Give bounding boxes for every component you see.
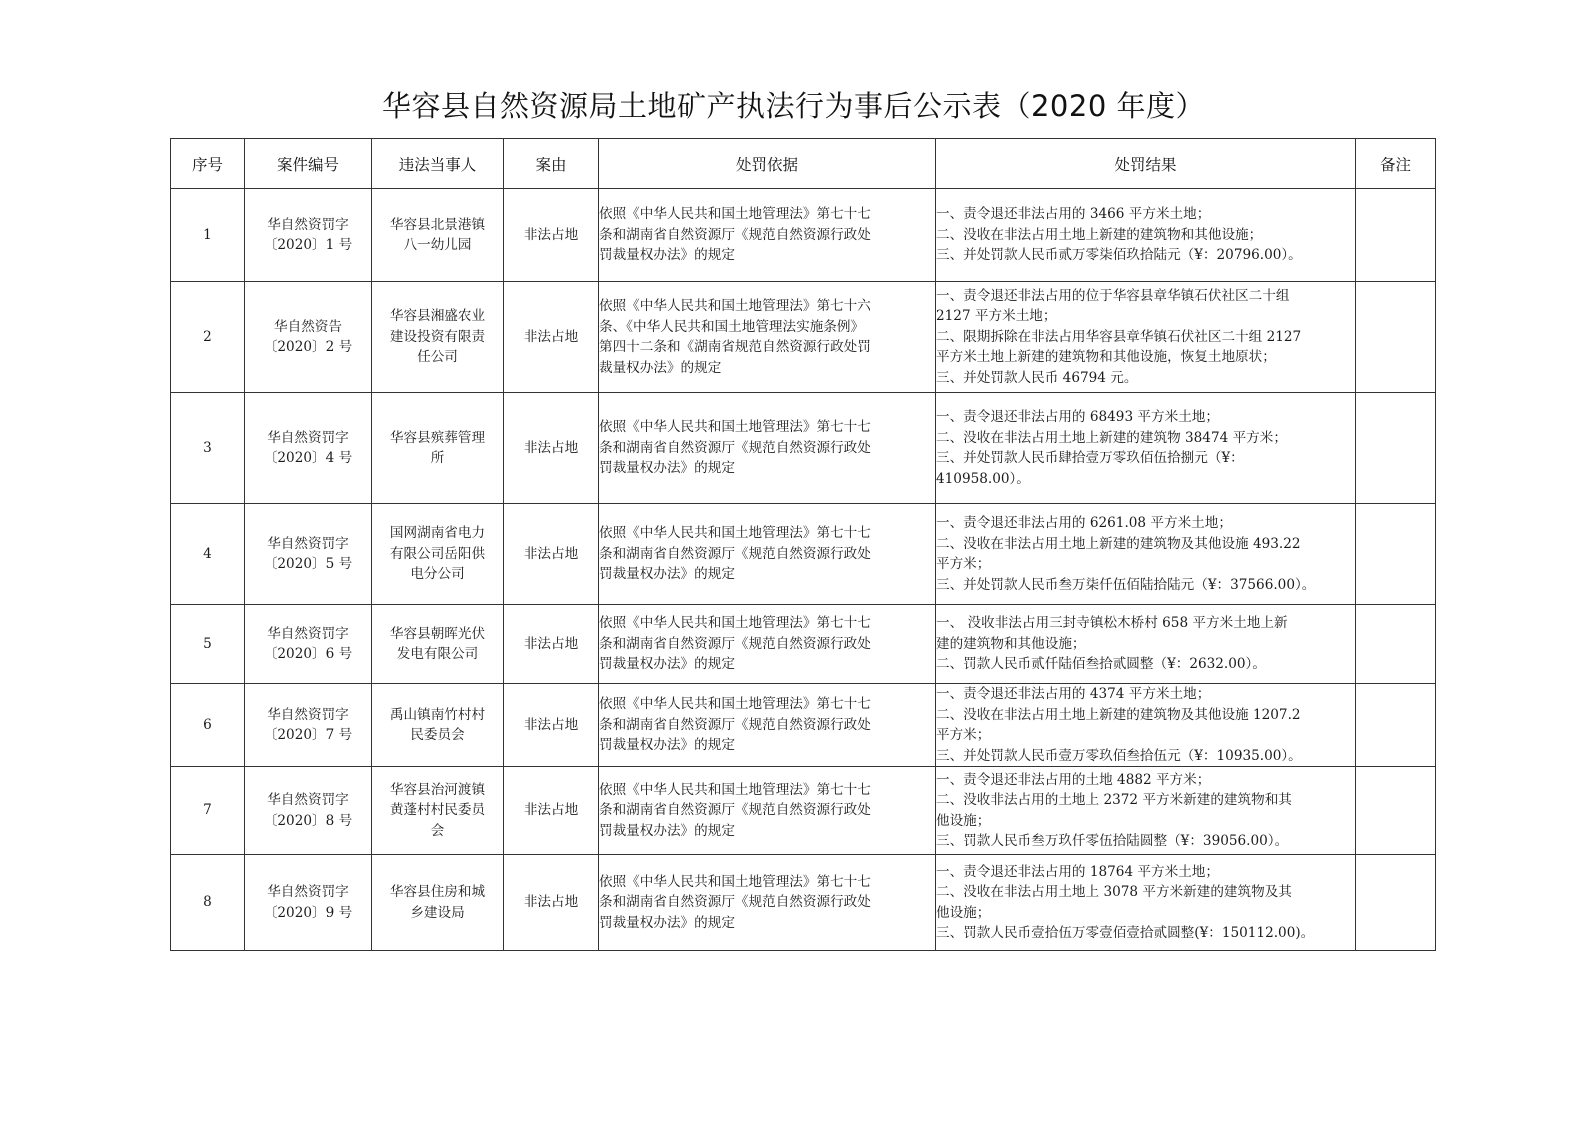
cell-party-line: 所 (430, 450, 445, 466)
cell-party-line: 有限公司岳阳供 (389, 545, 486, 562)
cell-result-line: 二、没收在非法占用土地上新建的建筑物及其他设施 493.22 (936, 535, 1301, 552)
cell-case-no (245, 767, 372, 855)
cell-basis-line: 条和湖南省自然资源厅《规范自然资源行政处 (599, 635, 871, 652)
cell-result-line: 一、责令退还非法占用的 4374 平方米土地； (936, 686, 1211, 702)
cell-basis-line: 罚裁量权办法》的规定 (599, 822, 735, 839)
cell-case-no-line: 华自然资罚字 (267, 884, 349, 900)
cell-result-line: 平方米； (936, 727, 991, 743)
cell-result (936, 684, 1356, 767)
cell-case-no-line: 〔2020〕9 号 (263, 904, 353, 921)
cell-case-no-line: 〔2020〕4 号 (263, 450, 353, 466)
cell-basis-line: 依照《中华人民共和国土地管理法》第七十七 (599, 696, 871, 713)
cell-seq: 6 (171, 684, 245, 767)
cell-remark (1356, 189, 1436, 282)
cell-party (372, 605, 504, 684)
cell-result-line: 三、并处罚款人民币叁万柒仟伍佰陆拾陆元（¥：37566.00）。 (936, 576, 1316, 593)
cell-case-no (245, 189, 372, 282)
cell-basis-line: 依照《中华人民共和国土地管理法》第七十七 (599, 781, 871, 798)
cell-reason: 非法占地 (504, 393, 599, 504)
cell-result-line: 平方米； (936, 556, 991, 572)
cell-result-line: 一、责令退还非法占用的土地 4882 平方米； (936, 771, 1211, 788)
cell-basis (599, 282, 936, 393)
cell-result (936, 393, 1356, 504)
enforcement-table (170, 138, 1436, 951)
cell-result-line: 一、责令退还非法占用的位于华容县章华镇石伏社区二十组 (936, 287, 1290, 304)
cell-result-line: 二、没收在非法占用土地上新建的建筑物 38474 平方米； (936, 429, 1287, 446)
cell-result-line: 建的建筑物和其他设施； (936, 635, 1086, 652)
cell-basis-line: 条和湖南省自然资源厅《规范自然资源行政处 (599, 802, 871, 819)
cell-case-no (245, 282, 372, 393)
cell-result-line: 他设施； (936, 904, 991, 921)
cell-case-no-line: 华自然资罚字 (267, 429, 349, 446)
cell-party-line: 建设投资有限责 (389, 328, 486, 345)
cell-result (936, 282, 1356, 393)
cell-basis-line: 依照《中华人民共和国土地管理法》第七十七 (599, 615, 871, 632)
table-row (171, 855, 1436, 951)
cell-basis-line: 条和湖南省自然资源厅《规范自然资源行政处 (599, 716, 871, 733)
cell-case-no-line: 华自然资罚字 (267, 216, 349, 233)
cell-case-no-line: 华自然资告 (274, 318, 342, 335)
cell-party-line: 黄蓬村村民委员 (389, 802, 486, 819)
cell-party-line: 华容县治河渡镇 (389, 781, 486, 798)
cell-result-line: 一、责令退还非法占用的 3466 平方米土地； (936, 206, 1211, 223)
cell-party (372, 189, 504, 282)
cell-remark (1356, 684, 1436, 767)
cell-result (936, 504, 1356, 605)
cell-result (936, 605, 1356, 684)
cell-result-line: 二、没收在非法占用土地上新建的建筑物及其他设施 1207.2 (936, 706, 1301, 723)
cell-reason: 非法占地 (504, 189, 599, 282)
cell-seq: 7 (171, 767, 245, 855)
cell-result (936, 189, 1356, 282)
cell-case-no (245, 393, 372, 504)
cell-seq: 5 (171, 605, 245, 684)
cell-result-line: 二、没收在非法占用土地上 3078 平方米新建的建筑物及其 (936, 884, 1292, 900)
cell-result-line: 二、没收非法占用的土地上 2372 平方米新建的建筑物和其 (936, 792, 1292, 808)
cell-case-no-line: 〔2020〕1 号 (263, 237, 353, 253)
cell-case-no-line: 华自然资罚字 (267, 706, 349, 723)
cell-result-line: 2127 平方米土地； (936, 308, 1057, 325)
header-reason: 案由 (504, 139, 599, 189)
cell-basis-line: 条和湖南省自然资源厅《规范自然资源行政处 (599, 894, 871, 911)
cell-basis-line: 条和湖南省自然资源厅《规范自然资源行政处 (599, 226, 871, 243)
table-row (171, 189, 1436, 282)
cell-seq: 1 (171, 189, 245, 282)
cell-result-line: 平方米土地上新建的建筑物和其他设施，恢复土地原状； (936, 349, 1276, 366)
cell-basis (599, 684, 936, 767)
cell-case-no-line: 〔2020〕8 号 (263, 812, 353, 829)
cell-party-line: 民委员会 (410, 727, 465, 743)
cell-party-line: 乡建设局 (410, 904, 465, 921)
cell-result (936, 767, 1356, 855)
cell-basis-line: 第四十二条和《湖南省规范自然资源行政处罚 (599, 339, 871, 355)
cell-party-line: 八一幼儿园 (403, 237, 472, 253)
cell-basis-line: 罚裁量权办法》的规定 (599, 566, 735, 583)
cell-basis (599, 767, 936, 855)
cell-party (372, 767, 504, 855)
cell-party-line: 国网湖南省电力 (389, 525, 486, 542)
cell-result-line: 他设施； (936, 812, 991, 829)
cell-remark (1356, 767, 1436, 855)
cell-remark (1356, 855, 1436, 951)
document-title: 华容县自然资源局土地矿产执法行为事后公示表（2020 年度） (381, 89, 1206, 123)
cell-case-no (245, 855, 372, 951)
cell-remark (1356, 393, 1436, 504)
cell-result-line: 一、责令退还非法占用的 6261.08 平方米土地； (936, 515, 1232, 531)
cell-basis-line: 依照《中华人民共和国土地管理法》第七十七 (599, 206, 871, 223)
cell-basis (599, 189, 936, 282)
cell-result-line: 一、责令退还非法占用的 18764 平方米土地； (936, 863, 1219, 880)
header-seq: 序号 (171, 139, 245, 189)
cell-result-line: 三、并处罚款人民币 46794 元。 (936, 369, 1138, 386)
table-row (171, 767, 1436, 855)
cell-basis-line: 条、《中华人民共和国土地管理法实施条例》 (599, 318, 865, 335)
cell-party (372, 855, 504, 951)
table-row (171, 684, 1436, 767)
cell-party (372, 504, 504, 605)
cell-basis-line: 依照《中华人民共和国土地管理法》第七十七 (599, 419, 871, 436)
cell-reason: 非法占地 (504, 504, 599, 605)
cell-case-no-line: 华自然资罚字 (267, 625, 349, 642)
cell-reason: 非法占地 (504, 282, 599, 393)
cell-reason: 非法占地 (504, 605, 599, 684)
cell-basis (599, 504, 936, 605)
header-result: 处罚结果 (936, 139, 1356, 189)
cell-case-no-line: 〔2020〕2 号 (263, 339, 353, 355)
header-basis: 处罚依据 (599, 139, 936, 189)
cell-result-line: 410958.00）。 (936, 470, 1030, 487)
cell-reason: 非法占地 (504, 855, 599, 951)
cell-result-line: 三、罚款人民币叁万玖仟零伍拾陆圆整（¥：39056.00）。 (936, 833, 1289, 849)
table-row (171, 393, 1436, 504)
cell-party-line: 华容县朝晖光伏 (389, 625, 486, 642)
cell-result-line: 二、没收在非法占用土地上新建的建筑物和其他设施； (936, 226, 1263, 243)
cell-party-line: 会 (430, 822, 445, 839)
cell-case-no (245, 504, 372, 605)
cell-party-line: 任公司 (417, 349, 458, 366)
cell-basis (599, 393, 936, 504)
cell-basis-line: 依照《中华人民共和国土地管理法》第七十七 (599, 873, 871, 890)
cell-party (372, 282, 504, 393)
cell-party-line: 华容县北景港镇 (389, 216, 486, 233)
cell-result-line: 二、罚款人民币贰仟陆佰叁拾贰圆整（¥：2632.00）。 (936, 656, 1266, 673)
table-row (171, 282, 1436, 393)
cell-basis-line: 罚裁量权办法》的规定 (599, 737, 735, 754)
header-party: 违法当事人 (372, 139, 504, 189)
cell-result-line: 三、并处罚款人民币肆拾壹万零玖佰伍拾捌元（¥： (936, 450, 1244, 466)
cell-basis-line: 罚裁量权办法》的规定 (599, 460, 735, 477)
table-body (171, 189, 1436, 951)
cell-party (372, 684, 504, 767)
cell-basis-line: 罚裁量权办法》的规定 (599, 914, 735, 931)
cell-basis-line: 裁量权办法》的规定 (599, 359, 722, 376)
cell-result-line: 三、罚款人民币壹拾伍万零壹佰壹拾贰圆整(¥：150112.00)。 (936, 925, 1315, 941)
cell-basis (599, 855, 936, 951)
cell-seq: 4 (171, 504, 245, 605)
cell-result-line: 三、并处罚款人民币贰万零柒佰玖拾陆元（¥：20796.00）。 (936, 247, 1302, 264)
cell-result-line: 一、 没收非法占用三封寺镇松木桥村 658 平方米土地上新 (936, 615, 1288, 632)
cell-seq: 2 (171, 282, 245, 393)
cell-remark (1356, 504, 1436, 605)
cell-seq: 8 (171, 855, 245, 951)
cell-case-no (245, 605, 372, 684)
cell-result-line: 二、限期拆除在非法占用华容县章华镇石伏社区二十组 2127 (936, 328, 1302, 345)
cell-seq: 3 (171, 393, 245, 504)
cell-remark (1356, 605, 1436, 684)
cell-case-no-line: 华自然资罚字 (267, 535, 349, 552)
cell-party-line: 电分公司 (410, 566, 465, 583)
cell-case-no (245, 684, 372, 767)
cell-basis (599, 605, 936, 684)
cell-party-line: 发电有限公司 (396, 646, 479, 662)
cell-party-line: 华容县殡葬管理 (389, 429, 486, 446)
cell-basis-line: 罚裁量权办法》的规定 (599, 247, 735, 264)
header-remark: 备注 (1356, 139, 1436, 189)
cell-case-no-line: 〔2020〕5 号 (263, 556, 353, 572)
cell-party-line: 禹山镇南竹村村 (389, 706, 486, 723)
cell-case-no-line: 〔2020〕6 号 (263, 646, 353, 662)
cell-basis-line: 依照《中华人民共和国土地管理法》第七十六 (599, 298, 871, 314)
header-row (171, 139, 1436, 189)
table-row (171, 504, 1436, 605)
cell-reason: 非法占地 (504, 684, 599, 767)
table-row (171, 605, 1436, 684)
cell-result (936, 855, 1356, 951)
cell-result-line: 一、责令退还非法占用的 68493 平方米土地； (936, 409, 1219, 425)
cell-basis-line: 条和湖南省自然资源厅《规范自然资源行政处 (599, 439, 871, 456)
cell-party (372, 393, 504, 504)
cell-party-line: 华容县住房和城 (389, 884, 486, 900)
cell-basis-line: 依照《中华人民共和国土地管理法》第七十七 (599, 525, 871, 542)
cell-result-line: 三、并处罚款人民币壹万零玖佰叁拾伍元（¥：10935.00）。 (936, 747, 1302, 764)
cell-case-no-line: 华自然资罚字 (267, 792, 349, 808)
cell-case-no-line: 〔2020〕7 号 (263, 727, 353, 743)
header-case-no: 案件编号 (245, 139, 372, 189)
cell-basis-line: 条和湖南省自然资源厅《规范自然资源行政处 (599, 545, 871, 562)
cell-basis-line: 罚裁量权办法》的规定 (599, 656, 735, 673)
cell-remark (1356, 282, 1436, 393)
cell-party-line: 华容县湘盛农业 (389, 308, 486, 325)
cell-reason: 非法占地 (504, 767, 599, 855)
